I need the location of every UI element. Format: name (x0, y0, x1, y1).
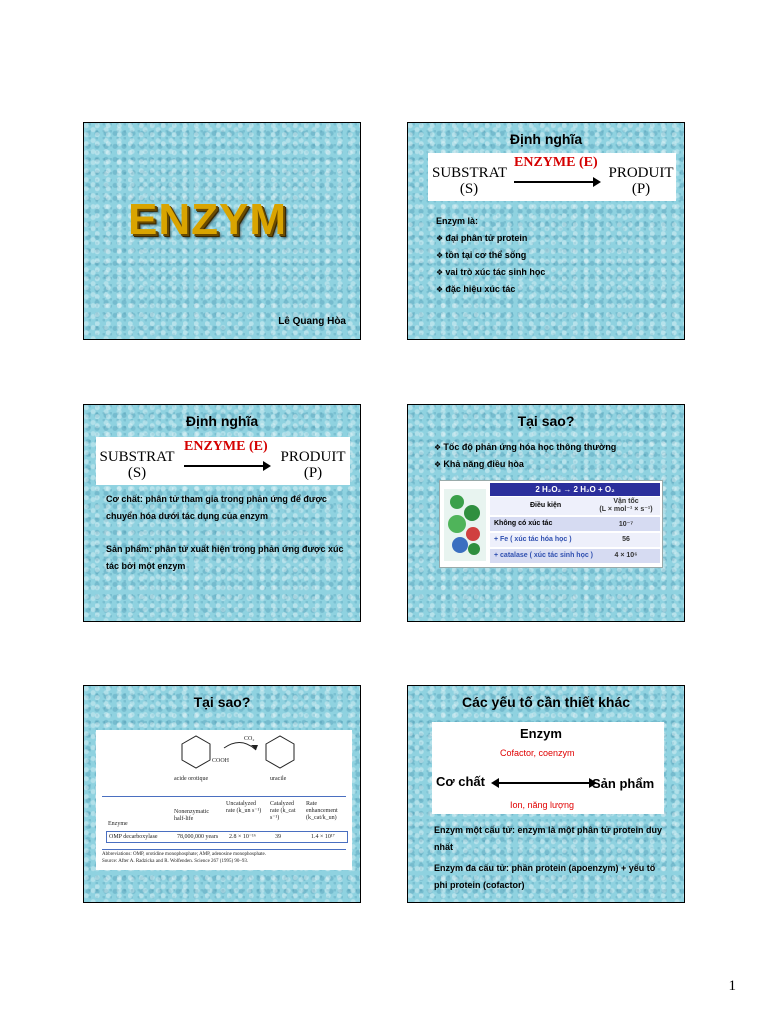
product-label: PRODUIT (P) (280, 449, 346, 481)
list-item: ❖ đặc hiệu xúc tác (436, 281, 545, 298)
substrate-label: SUBSTRAT (S) (99, 449, 175, 481)
substrate-label: SUBSTRAT (S) (432, 165, 508, 197)
slide-3 (83, 404, 361, 622)
enzyme-label: ENZYME (E) (184, 439, 268, 454)
reaction-arrow (498, 782, 590, 784)
cofactor-label: Cofactor, coenzym (500, 748, 575, 758)
product-label: Sản phẩm (592, 776, 655, 791)
table-header-row: Điều kiện Vận tốc (L × mol⁻¹ × s⁻¹) (490, 497, 660, 515)
slide-title: Tại sao? (193, 694, 251, 710)
footnote: Abbreviations: OMP, orotidine monophosphate; AMP, adenosine monophosphate. (102, 852, 267, 857)
slide-4 (407, 404, 685, 622)
uracil-label: uracile (270, 776, 287, 782)
substrate-definition: Cơ chất: phân tử tham gia trong phản ứng để được chuyển hóa dưới tác dụng của enzym (106, 494, 327, 521)
slide-title: Tại sao? (517, 413, 575, 429)
slide-6 (407, 685, 685, 903)
ions-energy-label: Ion, năng lượng (510, 800, 574, 810)
substrate-label: Cơ chất (436, 774, 485, 789)
slide-title: Các yếu tố cần thiết khác (461, 694, 631, 710)
table-row: + Fe ( xúc tác hóa học ) 56 (490, 533, 660, 547)
reaction-box (96, 437, 350, 485)
textbook-excerpt-image (96, 730, 352, 870)
list-item: ❖ đại phân tử protein (436, 230, 545, 247)
single-component-definition: Enzym một cấu tử: enzym là một phân tử protein duy nhất (434, 825, 663, 852)
table-row: OMP decarboxylase 78,000,000 years 2.8 × 10⁻¹⁶ 39 1.4 × 10¹⁷ (106, 831, 348, 843)
reaction-arrow (514, 181, 594, 183)
slide-title: Định nghĩa (509, 131, 583, 147)
author-name: Lê Quang Hòa (278, 316, 346, 327)
table-row: Không có xúc tác 10⁻⁷ (490, 517, 660, 531)
equation-header: 2 H₂O₂ → 2 H₂O + O₂ (490, 483, 660, 496)
product-label: PRODUIT (P) (608, 165, 674, 197)
catalase-molecule-image (444, 489, 486, 561)
list-item: ❖ Tốc độ phản ứng hóa học thông thường (434, 439, 616, 456)
slide-5 (83, 685, 361, 903)
product-definition: Sản phẩm: phân tử xuất hiện trong phản ứng được xúc tác bởi một enzym (106, 544, 344, 571)
co2-label: CO₂ (244, 736, 255, 742)
slide-title-enzym: ENZYM (128, 195, 287, 244)
reason-list (434, 439, 616, 473)
enzyme-label: ENZYME (E) (514, 155, 598, 170)
list-item: ❖ Khả năng điều hòa (434, 456, 616, 473)
list-item: ❖ vai trò xúc tác sinh học (436, 264, 545, 281)
table-row: + catalase ( xúc tác sinh học ) 4 × 10⁶ (490, 549, 660, 563)
reaction-box (428, 153, 676, 201)
slide-2 (407, 122, 685, 340)
rate-enhancement-table: Enzyme Nonenzymatic half-life Uncatalyzed rate (k_un s⁻¹) Catalyzed rate (k_cat s⁻¹) Rate enhancement (k_cat/k_un) OMP decarboxylase 78,000,000 years 2.8 × 10⁻¹⁶ 39 1.4 × 10¹⁷ (102, 796, 346, 850)
enzym-label: Enzym (520, 726, 562, 741)
reaction-rate-table (439, 480, 663, 568)
enzyme-cofactor-diagram (432, 722, 664, 814)
orotic-acid-label: acide orotique (174, 776, 209, 782)
list-item: ❖ tồn tại cơ thể sống (436, 247, 545, 264)
multi-component-definition: Enzym đa cấu tử: phần protein (apoenzym) + yếu tố phi protein (cofactor) (434, 863, 656, 890)
cooh-label: COOH (212, 758, 230, 764)
slide-1 (83, 122, 361, 340)
reaction-arrow (184, 465, 264, 467)
slide-title: Định nghĩa (185, 413, 259, 429)
footnote: Source: After A. Radzicka and R. Wolfenden. Science 267 (1995) 90–93. (102, 859, 249, 864)
definition-list: Enzym là: ❖ đại phân tử protein ❖ tồn tại cơ thể sống ❖ vai trò xúc tác sinh học ❖ đặc hiệu xúc tác (436, 213, 545, 298)
page-number: 1 (728, 978, 736, 994)
